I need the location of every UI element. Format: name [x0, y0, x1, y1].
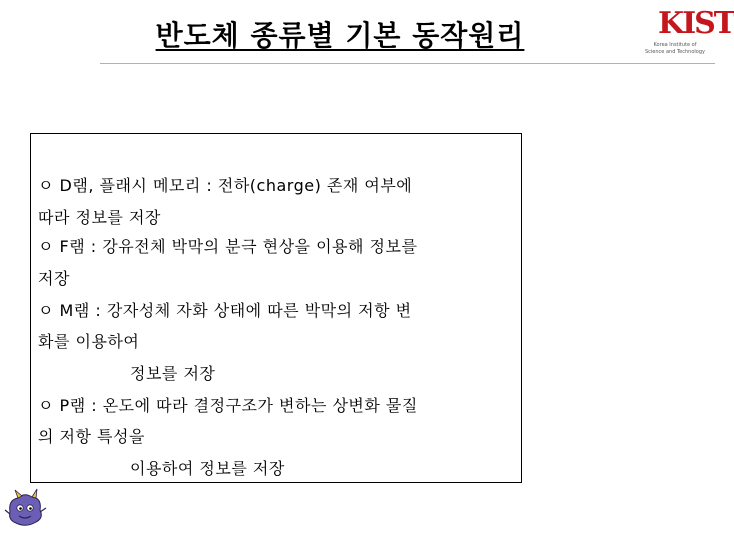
kist-logo-mark: KIST [658, 6, 734, 41]
kist-logo [636, 6, 734, 60]
content-line: ㅇ F램 : 강유전체 박막의 분극 현상을 이용해 정보를 [38, 237, 418, 256]
slide-title: 반도체 종류별 기본 동작원리 [155, 19, 525, 52]
cartoon-mascot-icon [4, 488, 48, 528]
content-line: 정보를 저장 [130, 364, 216, 383]
kist-logo-line-1: Korea Institute of [653, 42, 697, 48]
title-divider [100, 63, 715, 64]
content-line: 저장 [38, 269, 70, 288]
content-line: 화를 이용하여 [38, 332, 140, 351]
kist-logo-line-2: Science and Technology [645, 49, 705, 55]
content-line: ㅇ D램, 플래시 메모리 : 전하(charge) 존재 여부에 [38, 176, 413, 195]
content-line: ㅇ P램 : 온도에 따라 결정구조가 변하는 상변화 물질 [38, 396, 418, 415]
content-line: 이용하여 정보를 저장 [130, 459, 285, 478]
content-line: ㅇ M램 : 강자성체 자화 상태에 따른 박막의 저항 변 [38, 301, 412, 320]
content-line: 따라 정보를 저장 [38, 208, 161, 227]
content-line: 의 저항 특성을 [38, 427, 145, 446]
